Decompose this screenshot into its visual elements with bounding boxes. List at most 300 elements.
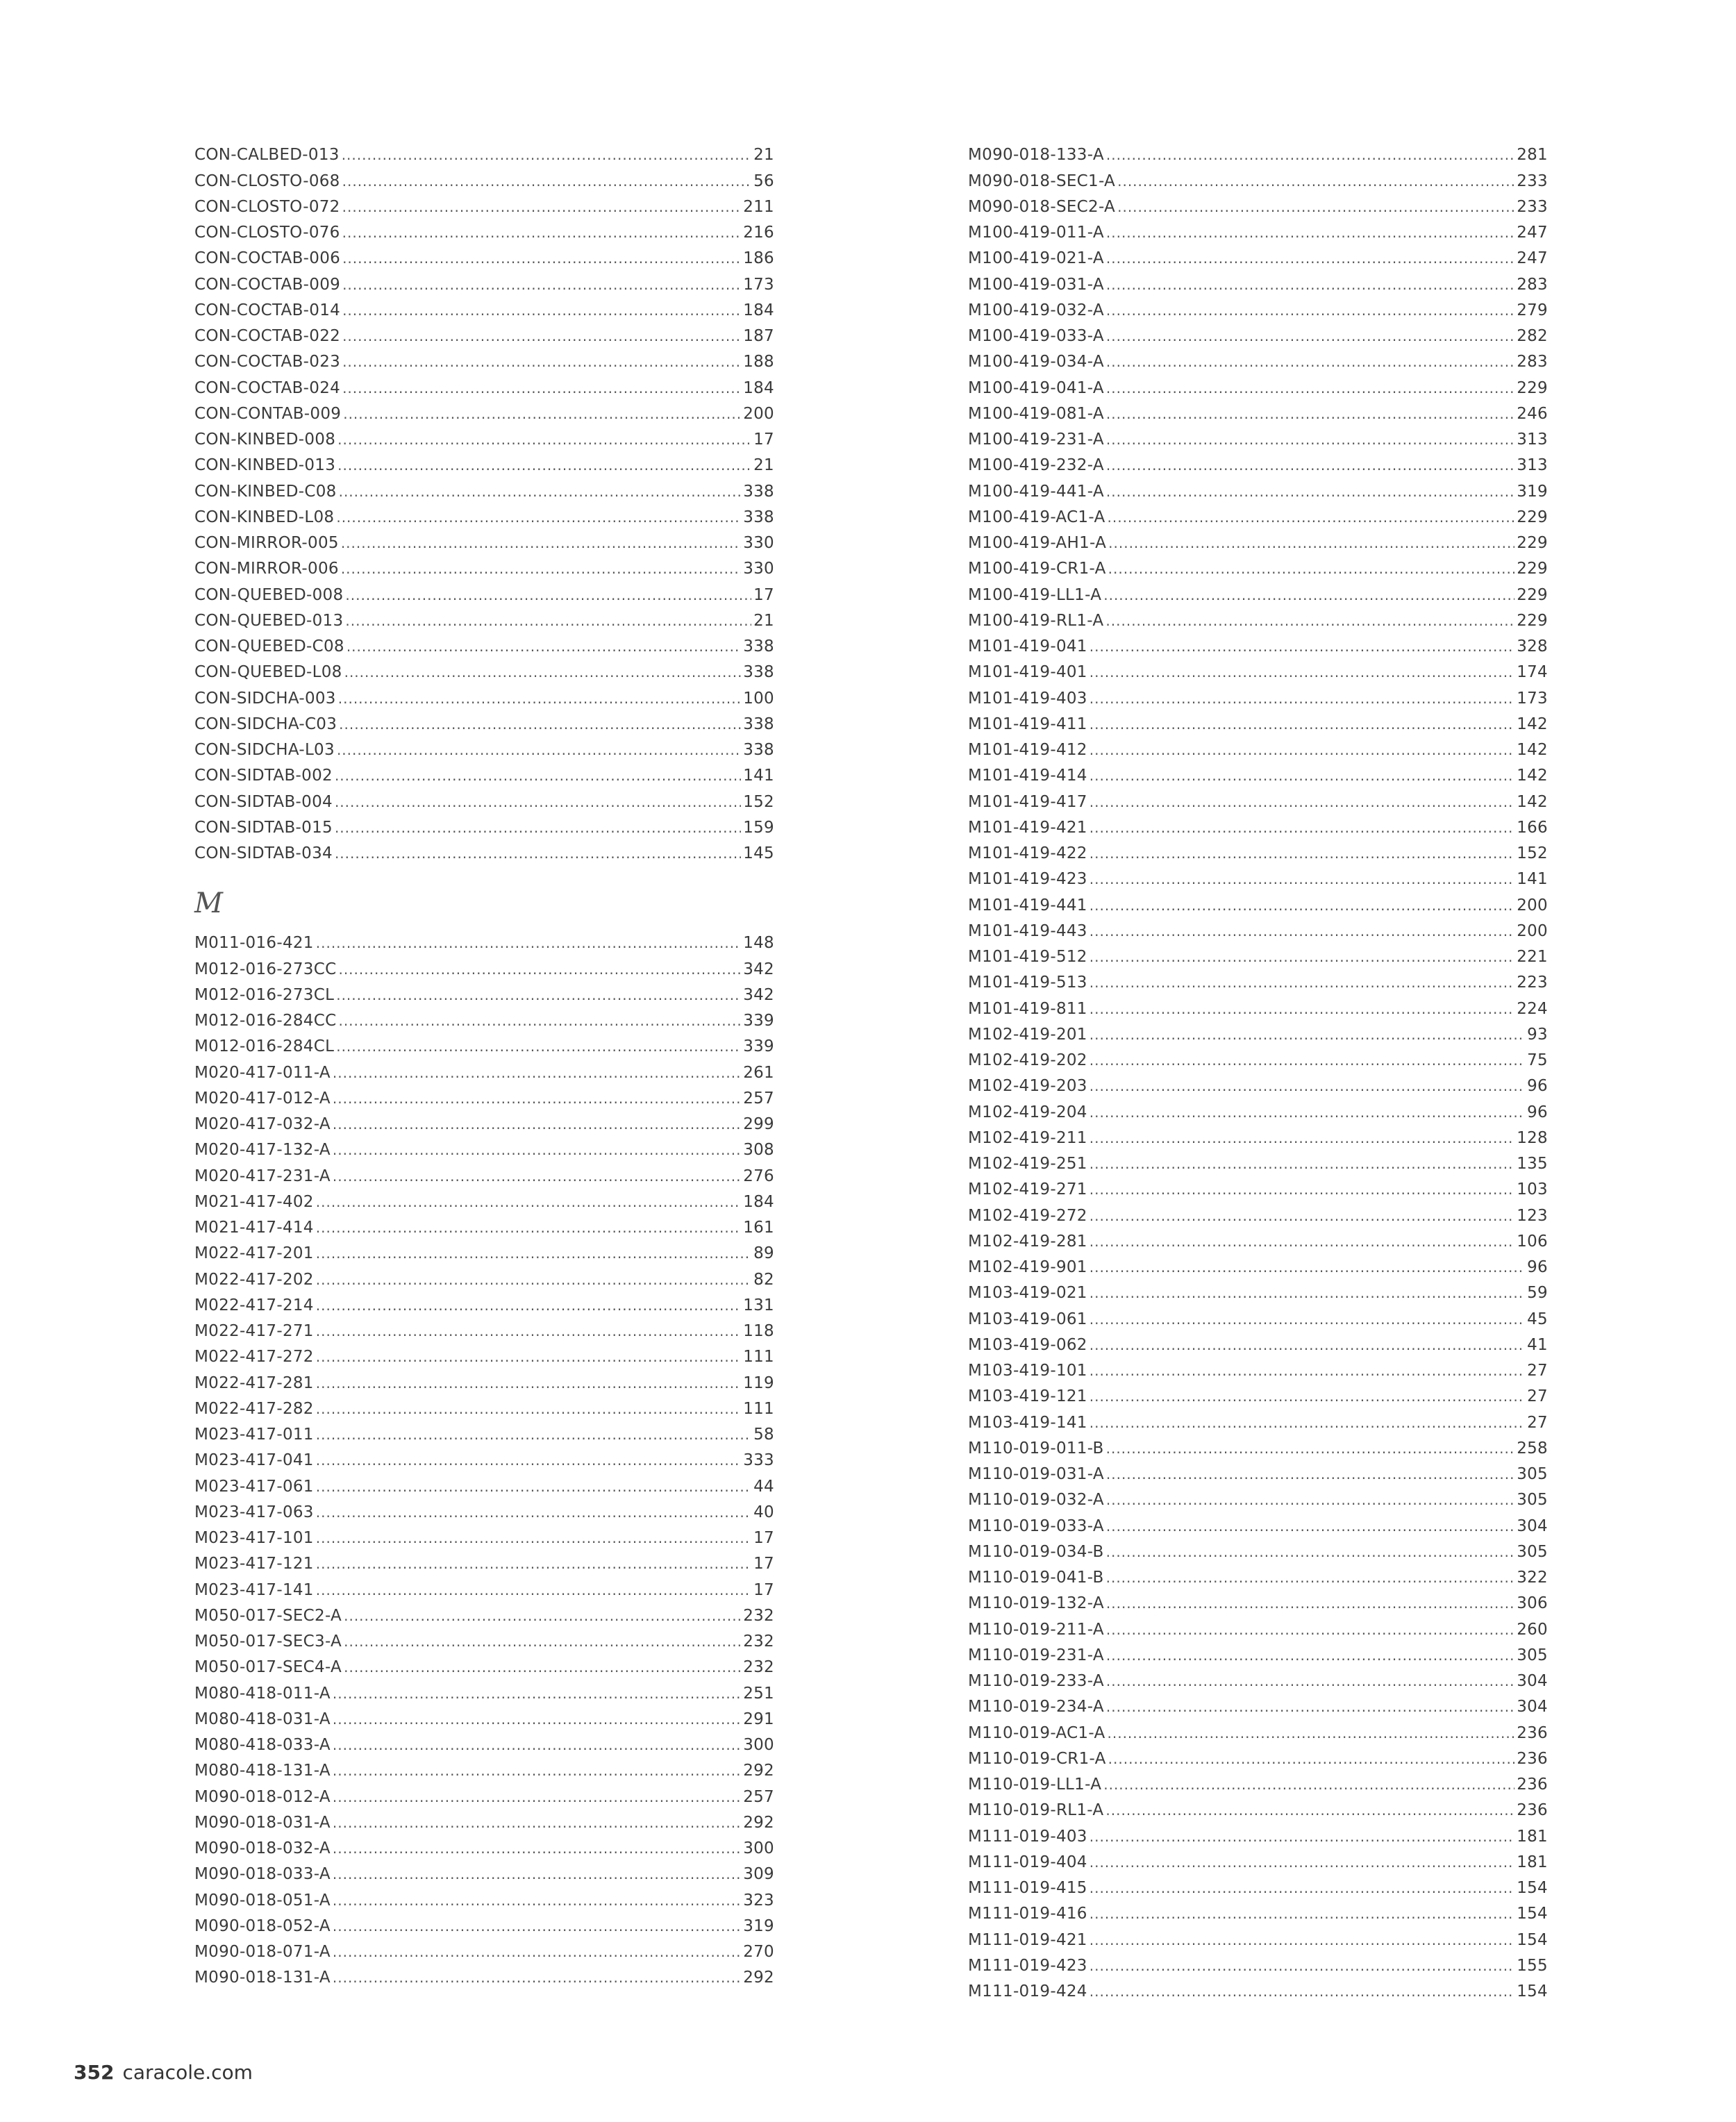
item-code: M110-019-033-A [968, 1517, 1104, 1535]
item-code: M111-019-415 [968, 1879, 1087, 1897]
index-entry [194, 453, 774, 478]
index-entry [194, 246, 774, 271]
item-code: CON-SIDTAB-034 [194, 844, 333, 862]
item-code: M110-019-AC1-A [968, 1723, 1105, 1742]
item-code: CON-SIDCHA-C03 [194, 715, 337, 733]
page-reference: 148 [743, 934, 774, 953]
index-entry [968, 944, 1548, 970]
index-entry [968, 556, 1548, 582]
index-entry [194, 1680, 774, 1706]
item-code: M090-018-133-A [968, 146, 1104, 165]
index-entry [968, 1203, 1548, 1228]
page-reference: 319 [1517, 482, 1548, 501]
dot-leader [336, 505, 741, 530]
dot-leader [1090, 919, 1514, 944]
dot-leader [1090, 1979, 1514, 2005]
item-code: M100-419-232-A [968, 456, 1104, 475]
m-entry-list-continued [968, 142, 1548, 2005]
item-code: CON-COCTAB-014 [194, 301, 341, 319]
index-entry [968, 349, 1548, 375]
index-column-right [968, 142, 1548, 2005]
dot-leader [316, 1422, 751, 1448]
index-entry [194, 608, 774, 634]
dot-leader [1103, 583, 1514, 608]
page-reference: 216 [743, 224, 774, 242]
index-entry [968, 1073, 1548, 1099]
item-code: M110-019-233-A [968, 1672, 1104, 1690]
page-reference: 187 [743, 327, 774, 345]
dot-leader [316, 1189, 741, 1215]
page-reference: 123 [1517, 1206, 1548, 1225]
dot-leader [338, 957, 741, 983]
page-reference: 21 [753, 146, 774, 165]
item-code: M020-417-231-A [194, 1167, 331, 1185]
page-reference: 338 [743, 482, 774, 501]
dot-leader [1106, 1539, 1515, 1565]
index-entry [968, 1280, 1548, 1306]
item-code: M102-419-204 [968, 1103, 1087, 1121]
index-entry [194, 1862, 774, 1887]
index-entry [194, 427, 774, 453]
dot-leader [1090, 790, 1514, 815]
index-entry [968, 1410, 1548, 1435]
index-entry [194, 1448, 774, 1473]
page-reference: 257 [743, 1089, 774, 1108]
item-code: M101-419-512 [968, 948, 1087, 966]
index-entry [968, 685, 1548, 711]
index-entry [194, 142, 774, 168]
page-reference: 338 [743, 741, 774, 759]
item-code: M102-419-272 [968, 1206, 1087, 1225]
index-entry [968, 1720, 1548, 1746]
page-reference: 181 [1517, 1853, 1548, 1871]
dot-leader [1090, 1177, 1514, 1203]
index-entry [968, 1126, 1548, 1151]
dot-leader [342, 246, 741, 271]
page-reference: 338 [743, 637, 774, 655]
page-reference: 232 [743, 1658, 774, 1677]
page-reference: 309 [743, 1865, 774, 1884]
page-reference: 229 [1517, 611, 1548, 630]
index-entry [968, 1384, 1548, 1410]
dot-leader [1090, 1901, 1514, 1927]
dot-leader [1106, 324, 1514, 349]
page-reference: 166 [1517, 818, 1548, 837]
page-reference: 128 [1517, 1128, 1548, 1147]
page-reference: 17 [753, 1529, 774, 1547]
item-code: CON-CLOSTO-076 [194, 224, 340, 242]
item-code: CON-SIDCHA-003 [194, 689, 336, 708]
index-entry [968, 298, 1548, 324]
index-entry [968, 996, 1548, 1021]
index-entry [968, 1255, 1548, 1280]
dot-leader [337, 427, 751, 453]
dot-leader [342, 220, 742, 246]
page-reference: 59 [1527, 1284, 1548, 1303]
dot-leader [342, 298, 741, 324]
dot-leader [333, 1732, 741, 1758]
dot-leader [1117, 169, 1514, 194]
dot-leader [333, 1060, 741, 1086]
index-entry [968, 168, 1548, 194]
index-entry [968, 1850, 1548, 1875]
dot-leader [1106, 1462, 1514, 1487]
page-reference: 152 [743, 792, 774, 811]
item-code: M100-419-021-A [968, 249, 1104, 268]
index-entry [968, 1048, 1548, 1073]
index-entry [968, 194, 1548, 220]
item-code: M100-419-AH1-A [968, 534, 1107, 552]
item-code: M111-019-403 [968, 1827, 1087, 1846]
item-code: M110-019-LL1-A [968, 1776, 1102, 1794]
index-entry [968, 530, 1548, 556]
item-code: M110-019-231-A [968, 1646, 1104, 1664]
item-code: M090-018-012-A [194, 1787, 331, 1806]
index-entry [968, 1436, 1548, 1462]
dot-leader [342, 324, 741, 349]
item-code: M023-417-121 [194, 1555, 314, 1573]
item-code: M101-419-411 [968, 715, 1087, 733]
dot-leader [1090, 815, 1514, 841]
page-reference: 154 [1517, 1982, 1548, 2000]
index-entry [194, 712, 774, 737]
index-entry [968, 1694, 1548, 1720]
dot-leader [316, 1526, 751, 1551]
page-reference: 232 [743, 1606, 774, 1625]
index-entry [968, 815, 1548, 841]
index-entry [194, 1526, 774, 1551]
item-code: M110-019-011-B [968, 1439, 1104, 1457]
item-code: CON-COCTAB-023 [194, 353, 341, 371]
item-code: M020-417-012-A [194, 1089, 331, 1108]
page-reference: 41 [1527, 1335, 1548, 1354]
item-code: M102-419-211 [968, 1128, 1087, 1147]
page-reference: 338 [743, 715, 774, 733]
item-code: M100-419-LL1-A [968, 585, 1102, 604]
page-reference: 313 [1517, 431, 1548, 449]
dot-leader [1108, 530, 1514, 556]
page-reference: 299 [743, 1115, 774, 1133]
item-code: M050-017-SEC4-A [194, 1658, 342, 1677]
page-reference: 251 [743, 1684, 774, 1703]
page-reference: 279 [1517, 301, 1548, 319]
dot-leader [333, 1939, 741, 1965]
dot-leader [339, 712, 741, 737]
page-reference: 338 [743, 508, 774, 526]
dot-leader [1090, 1151, 1514, 1177]
index-entry [194, 324, 774, 349]
dot-leader [1090, 1229, 1514, 1255]
index-entry [968, 1901, 1548, 1927]
item-code: M110-019-234-A [968, 1698, 1104, 1716]
dot-leader [333, 1965, 741, 1991]
dot-leader [1106, 1514, 1514, 1539]
item-code: CON-SIDTAB-004 [194, 792, 333, 811]
page-reference: 305 [1517, 1646, 1548, 1664]
dot-leader [333, 1137, 741, 1163]
page-reference: 211 [743, 197, 774, 216]
index-entry [968, 453, 1548, 478]
index-entry [194, 1319, 774, 1344]
page-reference: 188 [743, 353, 774, 371]
page-reference: 154 [1517, 1905, 1548, 1923]
item-code: M110-019-132-A [968, 1594, 1104, 1613]
item-code: CON-COCTAB-009 [194, 275, 341, 294]
index-entry [968, 1487, 1548, 1513]
page-reference: 142 [1517, 741, 1548, 759]
item-code: M023-417-061 [194, 1477, 314, 1496]
item-code: M110-019-211-A [968, 1620, 1104, 1639]
index-entry [968, 478, 1548, 504]
index-entry [194, 1810, 774, 1836]
item-code: M080-418-131-A [194, 1762, 331, 1780]
site-url: caracole.com [122, 2061, 253, 2084]
index-entry [968, 1616, 1548, 1642]
index-entry [968, 1099, 1548, 1125]
item-code: M103-419-141 [968, 1413, 1087, 1432]
index-entry [194, 505, 774, 530]
item-code: M103-419-101 [968, 1362, 1087, 1380]
index-entry [968, 1823, 1548, 1849]
item-code: M100-419-RL1-A [968, 611, 1104, 630]
dot-leader [1090, 737, 1514, 763]
dot-leader [1106, 220, 1514, 246]
dot-leader [1108, 1746, 1515, 1772]
index-entry [194, 1112, 774, 1137]
dot-leader [1106, 1643, 1514, 1669]
page-reference: 89 [753, 1244, 774, 1263]
item-code: M103-419-062 [968, 1335, 1087, 1354]
page-reference: 260 [1517, 1620, 1548, 1639]
page-footer [74, 2061, 253, 2084]
dot-leader [1105, 608, 1514, 634]
index-entry [968, 246, 1548, 271]
page-reference: 142 [1517, 715, 1548, 733]
item-code: M102-419-281 [968, 1232, 1087, 1251]
item-code: M022-417-214 [194, 1296, 314, 1314]
index-entry [968, 712, 1548, 737]
item-code: M020-417-132-A [194, 1141, 331, 1160]
dot-leader [344, 660, 742, 685]
index-entry [968, 1565, 1548, 1591]
item-code: M100-419-081-A [968, 404, 1104, 423]
item-code: M102-419-271 [968, 1180, 1087, 1199]
index-entry [194, 1707, 774, 1732]
item-code: M101-419-403 [968, 689, 1087, 708]
item-code: M080-418-033-A [194, 1736, 331, 1754]
dot-leader [336, 983, 741, 1008]
item-code: M022-417-272 [194, 1348, 314, 1367]
dot-leader [345, 583, 751, 608]
page-reference: 330 [743, 534, 774, 552]
item-code: M021-417-414 [194, 1219, 314, 1237]
dot-leader [342, 349, 741, 375]
dot-leader [1090, 712, 1514, 737]
dot-leader [338, 686, 741, 712]
dot-leader [342, 272, 741, 298]
page-reference: 283 [1517, 353, 1548, 371]
index-entry [968, 220, 1548, 246]
item-code: M102-419-202 [968, 1051, 1087, 1069]
item-code: M022-417-282 [194, 1399, 314, 1418]
item-code: CON-MIRROR-006 [194, 560, 339, 578]
index-entry [194, 763, 774, 789]
index-entry [194, 1629, 774, 1655]
page-reference: 96 [1527, 1103, 1548, 1121]
index-entry [968, 1798, 1548, 1823]
index-entry [968, 763, 1548, 789]
dot-leader [333, 1681, 741, 1707]
dot-leader [341, 556, 741, 582]
item-code: M101-419-041 [968, 637, 1087, 655]
item-code: M090-018-032-A [194, 1839, 331, 1857]
index-entry [194, 298, 774, 324]
dot-leader [1090, 1953, 1514, 1979]
index-entry [194, 1422, 774, 1448]
section-heading-m: M [194, 887, 223, 919]
index-entry [194, 375, 774, 401]
index-entry [968, 737, 1548, 763]
item-code: M110-019-RL1-A [968, 1801, 1104, 1820]
dot-leader [316, 1474, 751, 1500]
item-code: M023-417-011 [194, 1426, 314, 1444]
index-entry [968, 1539, 1548, 1565]
page-reference: 184 [743, 378, 774, 397]
index-entry [968, 1953, 1548, 1979]
item-code: CON-COCTAB-022 [194, 327, 341, 345]
dot-leader [1090, 1100, 1525, 1126]
index-entry [194, 1836, 774, 1862]
dot-leader [343, 401, 741, 427]
item-code: CON-KINBED-C08 [194, 482, 337, 501]
index-entry [194, 220, 774, 246]
page-reference: 152 [1517, 844, 1548, 862]
dot-leader [1106, 272, 1514, 298]
page-reference: 155 [1517, 1956, 1548, 1975]
item-code: M101-419-513 [968, 974, 1087, 992]
page-reference: 21 [753, 611, 774, 630]
item-code: CON-CLOSTO-068 [194, 172, 340, 190]
page-reference: 135 [1517, 1155, 1548, 1173]
dot-leader [1090, 893, 1514, 919]
index-entry [194, 194, 774, 220]
dot-leader [1106, 479, 1514, 505]
index-entry [194, 956, 774, 982]
item-code: M022-417-202 [194, 1270, 314, 1289]
index-entry [968, 1151, 1548, 1177]
index-entry [194, 1500, 774, 1526]
dot-leader [1108, 505, 1515, 530]
dot-leader [1090, 686, 1514, 712]
item-code: CON-MIRROR-005 [194, 534, 339, 552]
item-code: CON-QUEBED-013 [194, 611, 344, 630]
page-reference: 17 [753, 1555, 774, 1573]
page-reference: 103 [1517, 1180, 1548, 1199]
item-code: M023-417-041 [194, 1451, 314, 1470]
page-reference: 17 [753, 431, 774, 449]
dot-leader [316, 1448, 741, 1473]
item-code: M102-419-203 [968, 1077, 1087, 1096]
item-code: M111-019-421 [968, 1930, 1087, 1949]
dot-leader [1090, 1255, 1525, 1280]
page-reference: 181 [1517, 1827, 1548, 1846]
page-reference: 184 [743, 301, 774, 319]
dot-leader [1106, 1669, 1514, 1694]
item-code: M111-019-423 [968, 1956, 1087, 1975]
item-code: M100-419-AC1-A [968, 508, 1105, 526]
index-entry [968, 1177, 1548, 1203]
dot-leader [333, 1707, 741, 1732]
page-reference: 100 [743, 689, 774, 708]
page-reference: 118 [743, 1322, 774, 1340]
page-reference: 145 [743, 844, 774, 862]
page-reference: 233 [1517, 172, 1548, 190]
item-code: M110-019-041-B [968, 1569, 1104, 1587]
index-entry [194, 737, 774, 763]
index-entry [194, 582, 774, 608]
index-entry [968, 142, 1548, 168]
item-code: M011-016-421 [194, 934, 314, 953]
page-reference: 154 [1517, 1879, 1548, 1897]
item-code: M080-418-031-A [194, 1710, 331, 1728]
item-code: M101-419-414 [968, 767, 1087, 785]
page-reference: 292 [743, 1969, 774, 1987]
index-entry [194, 1241, 774, 1267]
item-code: M090-018-031-A [194, 1813, 331, 1832]
dot-leader [1106, 246, 1514, 271]
index-entry [968, 841, 1548, 867]
dot-leader [1106, 376, 1514, 401]
dot-leader [1090, 1126, 1514, 1151]
page-reference: 141 [743, 767, 774, 785]
index-entry [968, 1306, 1548, 1332]
dot-leader [1090, 1332, 1525, 1358]
page-reference: 119 [743, 1373, 774, 1392]
index-entry [968, 582, 1548, 608]
index-entry [968, 427, 1548, 453]
item-code: M090-018-051-A [194, 1891, 331, 1910]
dot-leader [1106, 401, 1514, 427]
dot-leader [316, 1293, 741, 1319]
item-code: M100-419-CR1-A [968, 560, 1106, 578]
dot-leader [1106, 1617, 1514, 1643]
item-code: M022-417-281 [194, 1373, 314, 1392]
page-reference: 261 [743, 1063, 774, 1082]
page-reference: 319 [743, 1916, 774, 1935]
page-reference: 304 [1517, 1672, 1548, 1690]
page-reference: 173 [743, 275, 774, 294]
dot-leader [1106, 1436, 1515, 1462]
dot-leader [333, 1112, 741, 1137]
item-code: M090-018-071-A [194, 1943, 331, 1961]
dot-leader [316, 930, 741, 956]
item-code: M022-417-271 [194, 1322, 314, 1340]
item-code: M102-419-201 [968, 1025, 1087, 1044]
index-entry [194, 1137, 774, 1163]
dot-leader [1106, 1487, 1514, 1513]
dot-leader [333, 1758, 741, 1784]
index-entry [968, 634, 1548, 660]
dot-leader [342, 376, 741, 401]
dot-leader [316, 1267, 751, 1293]
index-entry [194, 1008, 774, 1034]
page-reference: 17 [753, 585, 774, 604]
dot-leader [316, 1319, 741, 1344]
dot-leader [316, 1551, 751, 1577]
dot-leader [316, 1344, 741, 1370]
page-reference: 223 [1517, 974, 1548, 992]
page-reference: 292 [743, 1762, 774, 1780]
